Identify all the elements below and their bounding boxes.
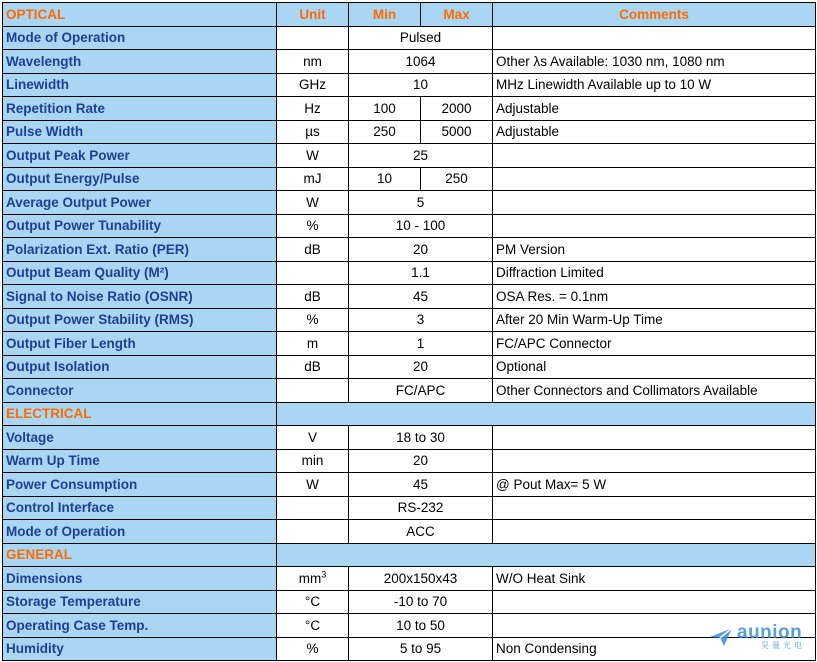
section-header-optical: OPTICAL bbox=[3, 3, 277, 27]
comment-cell: MHz Linewidth Available up to 10 W bbox=[493, 73, 816, 97]
table-row bbox=[3, 73, 816, 97]
param-name: Output Peak Power bbox=[3, 144, 277, 168]
comment-cell: PM Version bbox=[493, 238, 816, 262]
table-row bbox=[3, 308, 816, 332]
value-cell: 10 bbox=[349, 73, 493, 97]
value-cell: 25 bbox=[349, 144, 493, 168]
comment-cell: Other Connectors and Collimators Available bbox=[493, 379, 816, 403]
section-fill bbox=[277, 402, 816, 426]
param-name: Signal to Noise Ratio (OSNR) bbox=[3, 285, 277, 309]
unit-cell: µs bbox=[277, 120, 349, 144]
param-name: Wavelength bbox=[3, 50, 277, 74]
table-row bbox=[3, 26, 816, 50]
param-name: Output Beam Quality (M²) bbox=[3, 261, 277, 285]
company-logo bbox=[708, 623, 805, 650]
comment-cell bbox=[493, 26, 816, 50]
table-row bbox=[3, 520, 816, 544]
value-cell: 20 bbox=[349, 238, 493, 262]
unit-cell: % bbox=[277, 637, 349, 661]
value-cell: 45 bbox=[349, 285, 493, 309]
param-name: Mode of Operation bbox=[3, 520, 277, 544]
table-row bbox=[3, 637, 816, 661]
table-row bbox=[3, 191, 816, 215]
param-name: Output Power Stability (RMS) bbox=[3, 308, 277, 332]
unit-cell: W bbox=[277, 473, 349, 497]
comment-cell: Non Condensing bbox=[493, 637, 816, 661]
comment-cell bbox=[493, 214, 816, 238]
value-cell: FC/APC bbox=[349, 379, 493, 403]
param-name: Output Fiber Length bbox=[3, 332, 277, 356]
min-cell: 100 bbox=[349, 97, 421, 121]
unit-cell: nm bbox=[277, 50, 349, 74]
unit-cell bbox=[277, 26, 349, 50]
param-name: Polarization Ext. Ratio (PER) bbox=[3, 238, 277, 262]
table-row bbox=[3, 614, 816, 638]
column-header-max: Max bbox=[421, 3, 493, 27]
table-row bbox=[3, 496, 816, 520]
table-row bbox=[3, 355, 816, 379]
unit-cell bbox=[277, 379, 349, 403]
param-name: Mode of Operation bbox=[3, 26, 277, 50]
table-row bbox=[3, 120, 816, 144]
table-row bbox=[3, 97, 816, 121]
param-name: Repetition Rate bbox=[3, 97, 277, 121]
param-name: Control Interface bbox=[3, 496, 277, 520]
param-name: Output Isolation bbox=[3, 355, 277, 379]
table-row bbox=[3, 261, 816, 285]
comment-cell bbox=[493, 144, 816, 168]
table-row bbox=[3, 567, 816, 591]
logo-subtitle: 昊量光电 bbox=[761, 641, 805, 650]
unit-cell: °C bbox=[277, 614, 349, 638]
max-cell: 2000 bbox=[421, 97, 493, 121]
table-row bbox=[3, 379, 816, 403]
param-name: Pulse Width bbox=[3, 120, 277, 144]
column-header-unit: Unit bbox=[277, 3, 349, 27]
value-cell: 45 bbox=[349, 473, 493, 497]
param-name: Output Power Tunability bbox=[3, 214, 277, 238]
value-cell: 1064 bbox=[349, 50, 493, 74]
unit-cell: W bbox=[277, 144, 349, 168]
table-row bbox=[3, 590, 816, 614]
value-cell: ACC bbox=[349, 520, 493, 544]
min-cell: 250 bbox=[349, 120, 421, 144]
comment-cell: After 20 Min Warm-Up Time bbox=[493, 308, 816, 332]
value-cell: 200x150x43 bbox=[349, 567, 493, 591]
param-name: Connector bbox=[3, 379, 277, 403]
comment-cell: W/O Heat Sink bbox=[493, 567, 816, 591]
comment-cell bbox=[493, 520, 816, 544]
table-row bbox=[3, 449, 816, 473]
unit-cell: % bbox=[277, 308, 349, 332]
param-name: Voltage bbox=[3, 426, 277, 450]
param-name: Power Consumption bbox=[3, 473, 277, 497]
value-cell: 20 bbox=[349, 355, 493, 379]
unit-cell: m bbox=[277, 332, 349, 356]
unit-cell: W bbox=[277, 191, 349, 215]
value-cell: 1 bbox=[349, 332, 493, 356]
min-cell: 10 bbox=[349, 167, 421, 191]
section-header-electrical: ELECTRICAL bbox=[3, 402, 277, 426]
unit-cell bbox=[277, 520, 349, 544]
column-header-comments: Comments bbox=[493, 3, 816, 27]
comment-cell: @ Pout Max= 5 W bbox=[493, 473, 816, 497]
table-row bbox=[3, 214, 816, 238]
value-cell: 5 to 95 bbox=[349, 637, 493, 661]
value-cell: 10 - 100 bbox=[349, 214, 493, 238]
unit-cell bbox=[277, 496, 349, 520]
spec-table-body bbox=[3, 3, 816, 661]
comment-cell: FC/APC Connector bbox=[493, 332, 816, 356]
value-cell: 10 to 50 bbox=[349, 614, 493, 638]
value-cell: 1.1 bbox=[349, 261, 493, 285]
value-cell: RS-232 bbox=[349, 496, 493, 520]
unit-cell: % bbox=[277, 214, 349, 238]
unit-cell: min bbox=[277, 449, 349, 473]
spec-table bbox=[2, 2, 816, 661]
unit-cell: dB bbox=[277, 238, 349, 262]
value-cell: 18 to 30 bbox=[349, 426, 493, 450]
comment-cell: OSA Res. = 0.1nm bbox=[493, 285, 816, 309]
unit-cell: mJ bbox=[277, 167, 349, 191]
max-cell: 5000 bbox=[421, 120, 493, 144]
logo-wordmark: aunion bbox=[737, 622, 803, 643]
unit-cell: V bbox=[277, 426, 349, 450]
comment-cell bbox=[493, 496, 816, 520]
param-name: Average Output Power bbox=[3, 191, 277, 215]
section-row-electrical bbox=[3, 402, 816, 426]
comment-cell: Optional bbox=[493, 355, 816, 379]
unit-cell: °C bbox=[277, 590, 349, 614]
column-header-min: Min bbox=[349, 3, 421, 27]
table-row bbox=[3, 144, 816, 168]
value-cell: 20 bbox=[349, 449, 493, 473]
unit-base: mm bbox=[298, 570, 322, 586]
value-cell: 5 bbox=[349, 191, 493, 215]
value-cell: -10 to 70 bbox=[349, 590, 493, 614]
param-name: Humidity bbox=[3, 637, 277, 661]
table-row bbox=[3, 238, 816, 262]
param-name: Linewidth bbox=[3, 73, 277, 97]
value-cell: 3 bbox=[349, 308, 493, 332]
comment-cell: Other λs Available: 1030 nm, 1080 nm bbox=[493, 50, 816, 74]
section-fill bbox=[277, 543, 816, 567]
param-name: Output Energy/Pulse bbox=[3, 167, 277, 191]
param-name: Warm Up Time bbox=[3, 449, 277, 473]
comment-cell bbox=[493, 191, 816, 215]
unit-cell bbox=[277, 261, 349, 285]
value-cell: Pulsed bbox=[349, 26, 493, 50]
table-row bbox=[3, 167, 816, 191]
section-row-general bbox=[3, 543, 816, 567]
comment-cell: Diffraction Limited bbox=[493, 261, 816, 285]
comment-cell bbox=[493, 449, 816, 473]
comment-cell: Adjustable bbox=[493, 97, 816, 121]
unit-cell bbox=[277, 567, 349, 591]
max-cell: 250 bbox=[421, 167, 493, 191]
unit-cell: GHz bbox=[277, 73, 349, 97]
table-row bbox=[3, 285, 816, 309]
comment-cell bbox=[493, 426, 816, 450]
param-name: Storage Temperature bbox=[3, 590, 277, 614]
unit-exponent: 3 bbox=[321, 569, 327, 580]
comment-cell bbox=[493, 590, 816, 614]
table-header-row bbox=[3, 3, 816, 27]
unit-cell: dB bbox=[277, 355, 349, 379]
table-row bbox=[3, 50, 816, 74]
param-name: Operating Case Temp. bbox=[3, 614, 277, 638]
unit-cell: dB bbox=[277, 285, 349, 309]
table-row bbox=[3, 426, 816, 450]
logo-mark-icon bbox=[708, 626, 734, 648]
comment-cell: Adjustable bbox=[493, 120, 816, 144]
table-row bbox=[3, 473, 816, 497]
param-name: Dimensions bbox=[3, 567, 277, 591]
comment-cell bbox=[493, 167, 816, 191]
table-row bbox=[3, 332, 816, 356]
section-header-general: GENERAL bbox=[3, 543, 277, 567]
unit-cell: Hz bbox=[277, 97, 349, 121]
